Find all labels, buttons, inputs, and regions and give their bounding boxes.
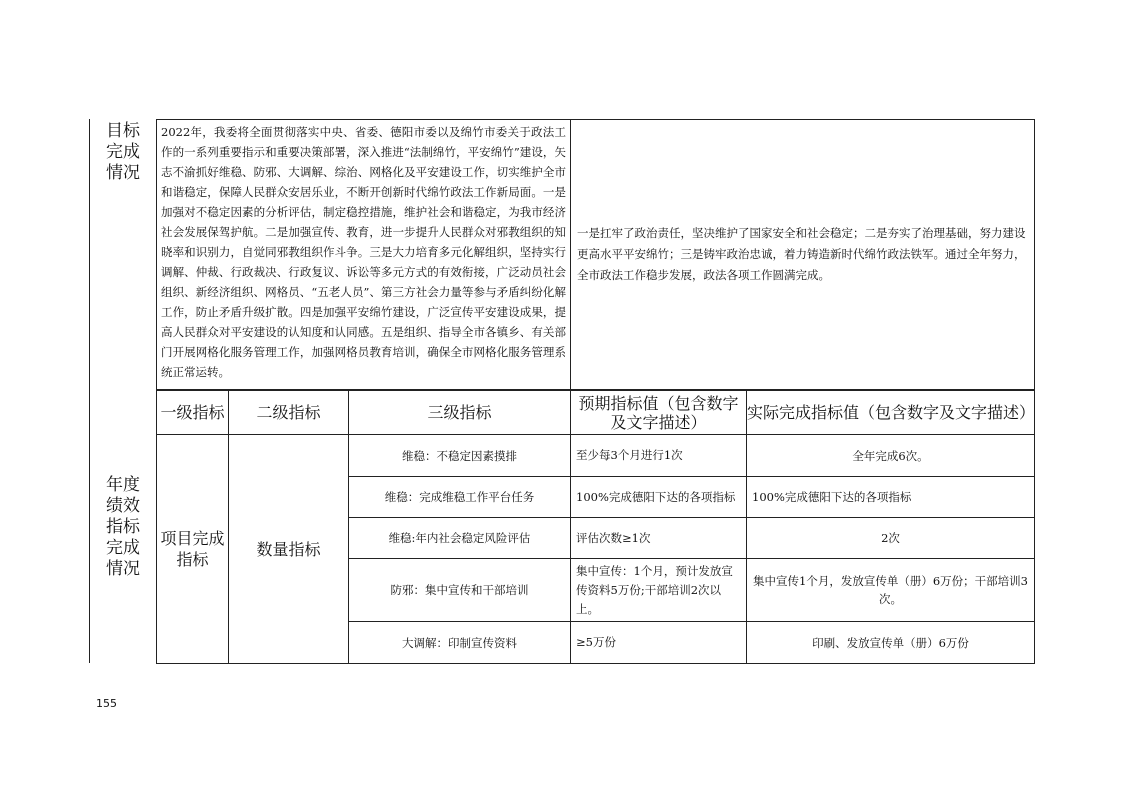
performance-indicator-table xyxy=(156,390,1035,664)
goal-description: 2022年，我委将全面贯彻落实中央、省委、德阳市委以及绵竹市委关于政法工作的一系列重要指示和重要决策部署，深入推进“法制绵竹，平安绵竹”建设，矢志不渝抓好维稳、防邪、大调解、综治、网格化及平安建设工作，切实维护全市和谐稳定，保障人民群众安居乐业，不断开创新时代绵竹政法工作新局面。一是加强对不稳定因素的分析评估，制定稳控措施，维护社会和谐稳定，为我市经济社会发展保驾护航。二是加强宣传、教育，进一步提升人民群众对邪教组织的知晓率和识别力，自觉同邪教组织作斗争。三是大力培育多元化解组织，坚持实行调解、仲裁、行政裁决、行政复议、诉讼等多元方式的有效衔接，广泛动员社会组织、新经济组织、网格员、“五老人员”、第三方社会力量等参与矛盾纠纷化解工作，防止矛盾升级扩散。四是加强平安绵竹建设，广泛宣传平安建设成果，提高人民群众对平安建设的认知度和认同感。五是组织、指导全市各镇乡、有关部门开展网格化服务管理工作，加强网格员教育培训，确保全市网格化服务管理系统正常运转。 xyxy=(157,120,571,390)
row-expected: 评估次数≥1次 xyxy=(571,518,747,559)
table-row xyxy=(157,435,1035,477)
header-level3: 三级指标 xyxy=(349,391,571,435)
header-level2: 二级指标 xyxy=(229,391,349,435)
page-number: 155 xyxy=(96,697,117,710)
level2-value: 数量指标 xyxy=(229,435,349,664)
row-level3: 防邪：集中宣传和干部培训 xyxy=(349,559,571,622)
header-expected: 预期指标值（包含数字及文字描述） xyxy=(571,391,747,435)
row-expected: 100%完成德阳下达的各项指标 xyxy=(571,477,747,518)
goal-actual-result: 一是扛牢了政治责任，坚决维护了国家安全和社会稳定；二是夯实了治理基础，努力建设更高水平平安绵竹；三是铸牢政治忠诚，着力铸造新时代绵竹政法铁军。通过全年努力，全市政法工作稳步发展，政法各项工作圆满完成。 xyxy=(571,120,1035,390)
row-actual: 全年完成6次。 xyxy=(747,435,1035,477)
row-level3: 维稳:年内社会稳定风险评估 xyxy=(349,518,571,559)
table-header-row xyxy=(157,391,1035,435)
goal-completion-table xyxy=(156,119,1035,390)
row-level3: 维稳：不稳定因素摸排 xyxy=(349,435,571,477)
row-expected: 集中宣传：1个月，预计发放宣传资料5万份;干部培训2次以上。 xyxy=(571,559,747,622)
row-level3: 维稳：完成维稳工作平台任务 xyxy=(349,477,571,518)
row-actual: 100%完成德阳下达的各项指标 xyxy=(747,477,1035,518)
row-expected: 至少每3个月进行1次 xyxy=(571,435,747,477)
row-level3: 大调解：印制宣传资料 xyxy=(349,622,571,664)
left-border-line xyxy=(89,119,90,663)
goal-category-label: 目标 完成 情况 xyxy=(106,121,140,183)
row-expected: ≥5万份 xyxy=(571,622,747,664)
row-actual: 集中宣传1个月，发放宣传单（册）6万份；干部培训3次。 xyxy=(747,559,1035,622)
row-actual: 印刷、发放宣传单（册）6万份 xyxy=(747,622,1035,664)
level1-value: 项目完成指标 xyxy=(157,435,229,664)
row-actual: 2次 xyxy=(747,518,1035,559)
header-level1: 一级指标 xyxy=(157,391,229,435)
header-actual: 实际完成指标值（包含数字及文字描述） xyxy=(747,391,1035,435)
performance-category-label: 年度 绩效 指标 完成 情况 xyxy=(106,475,140,579)
